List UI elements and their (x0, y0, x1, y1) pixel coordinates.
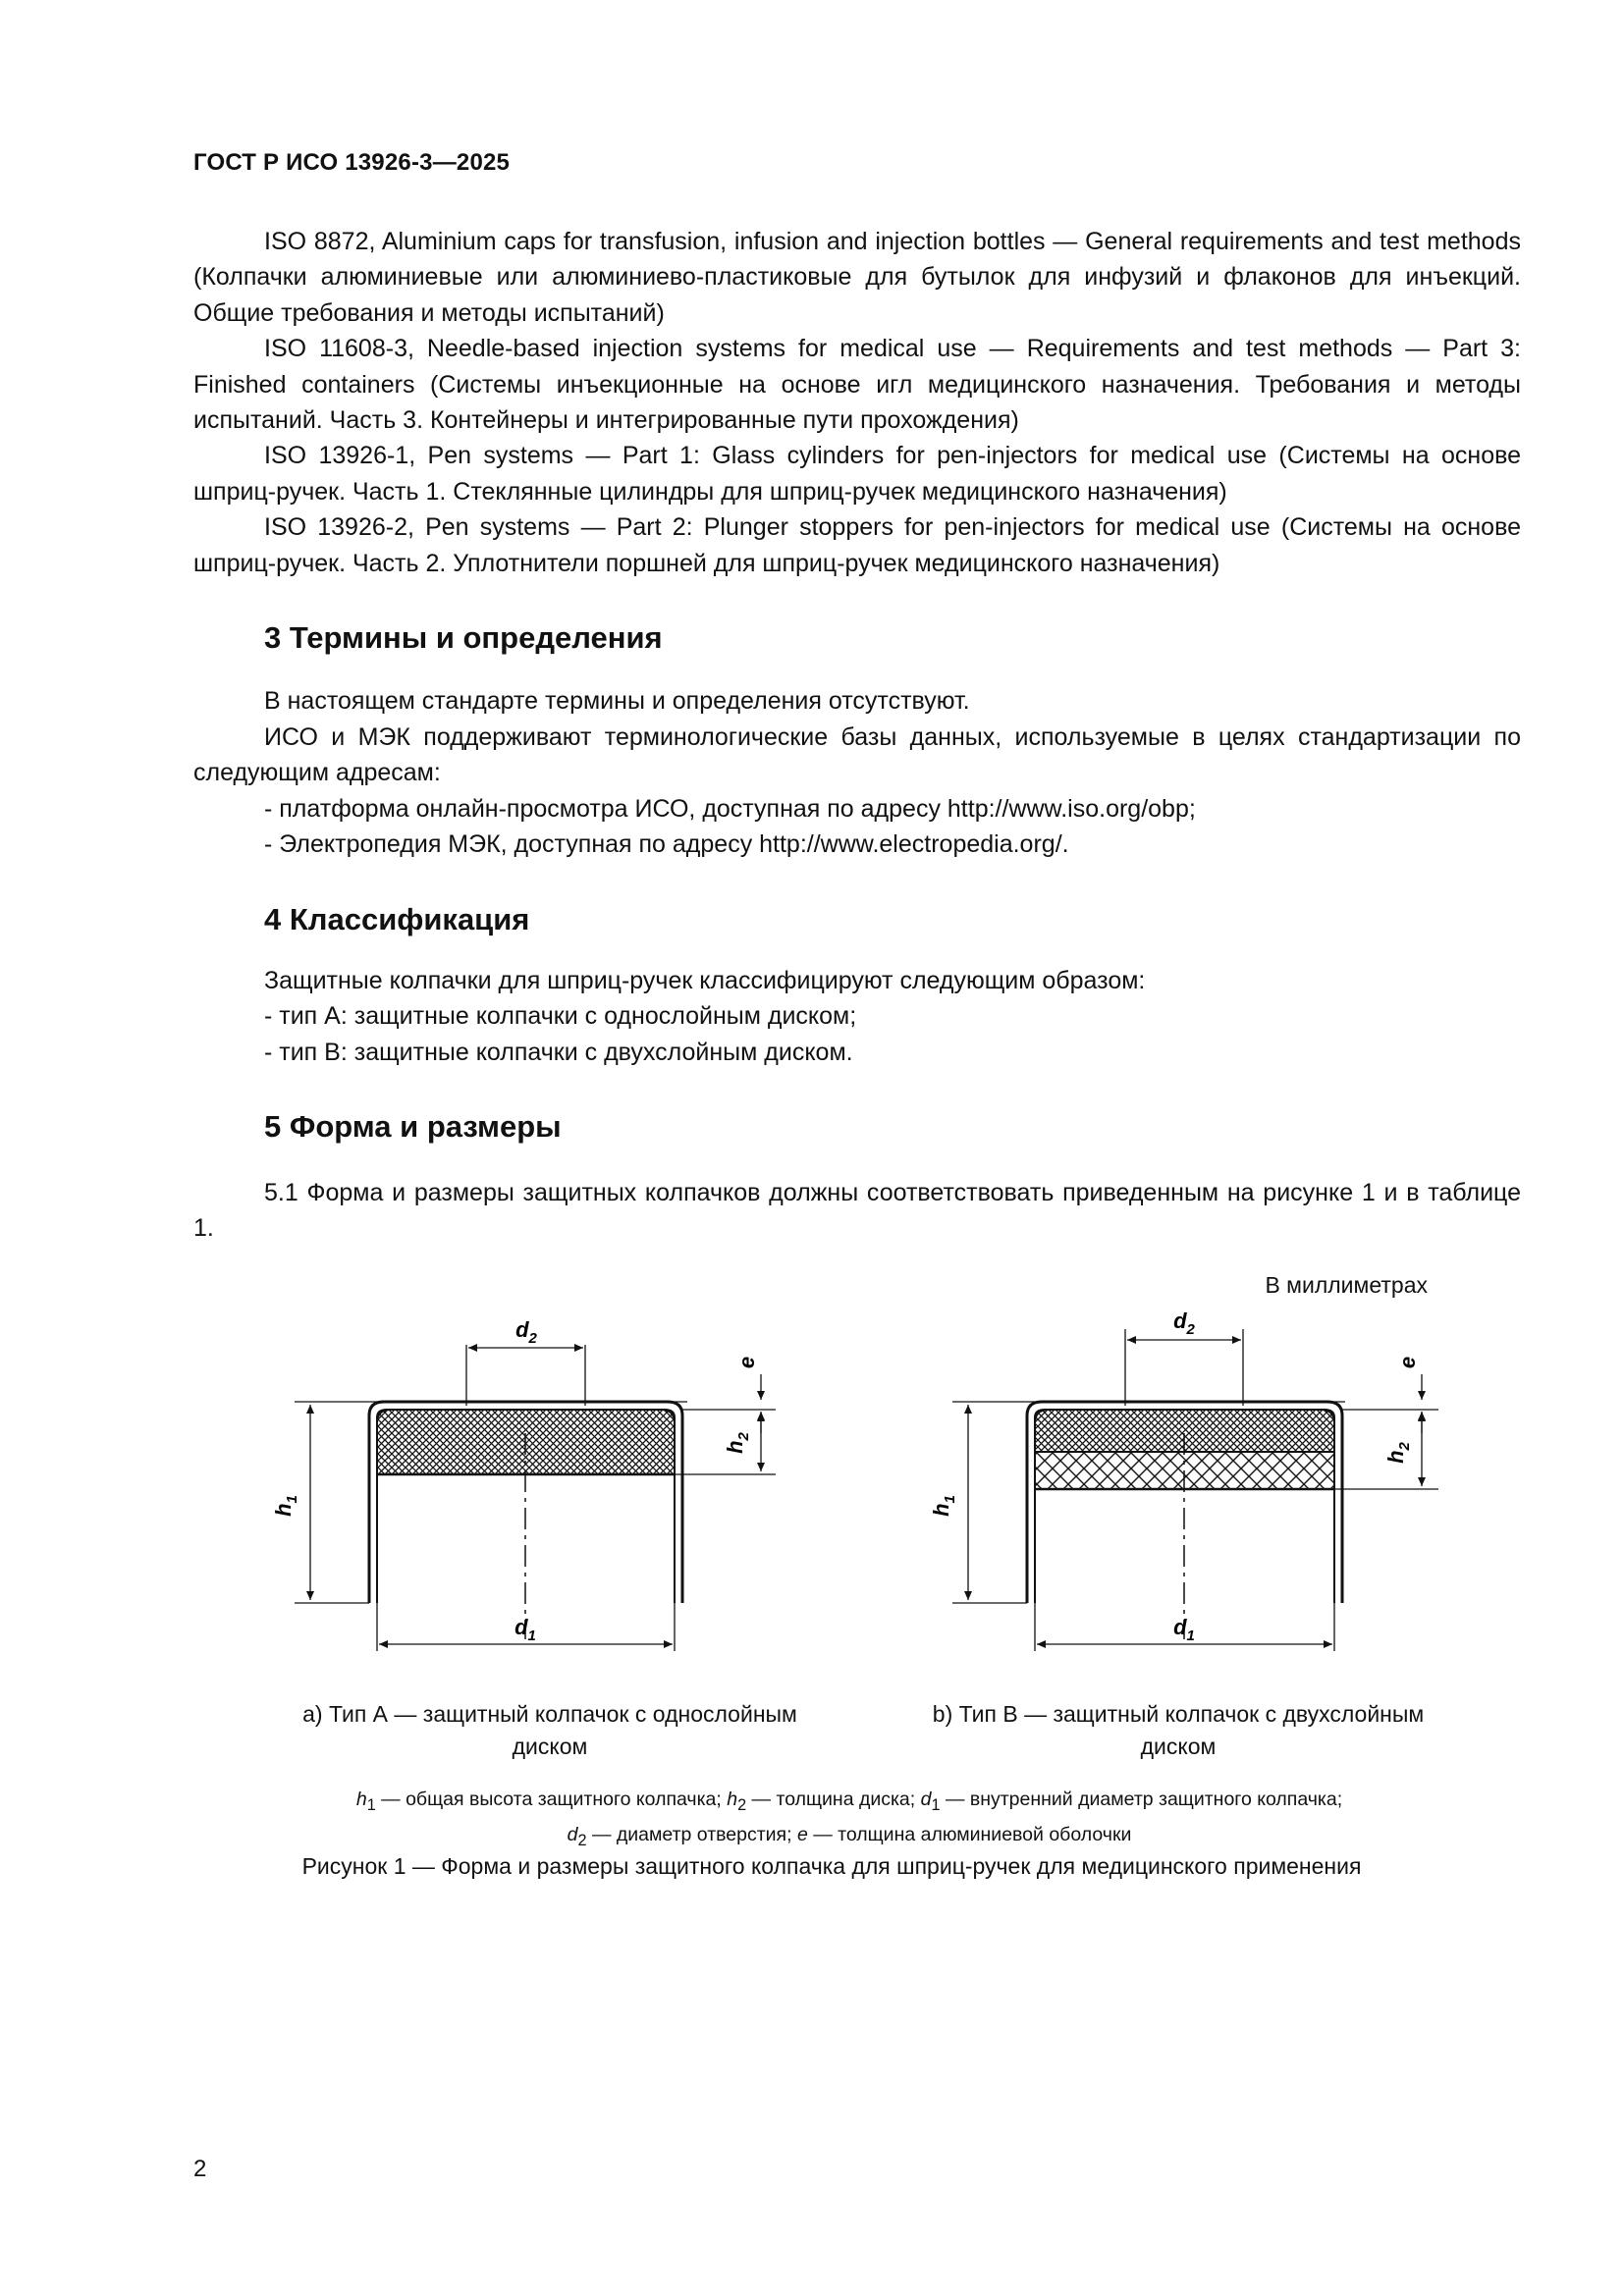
cap-b-d1-label: $d_1$ (1173, 1615, 1195, 1644)
section-3-title: 3 Термины и определения (264, 620, 663, 656)
legend-d1-sub: 1 (931, 1795, 941, 1814)
legend-d1-symbol: d (920, 1789, 932, 1810)
reference-iso-8872: ISO 8872, Aluminium caps for transfusion, infusion and injection bottles — General requirements and test methods (Колпачки алюминиевые или алюминиево-пластиковые для бутылок для инфузий и флаконов для инъекций. Общие требования и методы испытаний) (193, 228, 1521, 327)
cap-b-d2-label: $d_2$ (1173, 1308, 1195, 1338)
cap-a-d1-label: $d_1$ (514, 1615, 536, 1644)
cap-a-e-label: e (734, 1356, 759, 1369)
section-3-paragraph-2: ИСО и МЭК поддерживают терминологические базы данных, используемые в целях стандартизации по следующим адресам: (193, 722, 1521, 787)
legend-h2-symbol: h (727, 1789, 738, 1810)
reference-iso-13926-1: ISO 13926-1, Pen systems — Part 1: Glass cylinders for pen-injectors for medical use (Системы на основе шприц-ручек. Часть 1. Стеклянные цилиндры для шприц-ручек медицинского назначения) (193, 442, 1521, 506)
legend-h1-symbol: h (355, 1789, 367, 1810)
figure-caption-b: b) Тип В — защитный колпачок с двухслойным диском (932, 1701, 1425, 1759)
legend-h1-sub: 1 (366, 1795, 376, 1814)
document-body (193, 224, 1521, 1246)
legend-h2-text: — толщина диска; (746, 1789, 921, 1810)
cap-a-d2-label: $d_2$ (515, 1317, 537, 1347)
section-4-list-item-1: - тип А: защитные колпачки с однослойным диском; (264, 1002, 857, 1031)
cap-a-h2-label: $h_2$ (723, 1432, 752, 1454)
legend-d2-symbol: d (567, 1823, 578, 1845)
cap-type-a (271, 1317, 776, 1651)
legend-d1-text: — внутренний диаметр защитного колпачка; (940, 1789, 1343, 1810)
section-5-title: 5 Форма и размеры (264, 1109, 562, 1145)
figure-legend (245, 1785, 1453, 1855)
section-4-title: 4 Классификация (264, 901, 530, 936)
section-4-paragraph-1: Защитные колпачки для шприц-ручек классифицируют следующим образом: (264, 966, 1146, 994)
document-header: ГОСТ Р ИСО 13926-3—2025 (193, 149, 511, 176)
cap-b-h1-label: $h_1$ (929, 1495, 958, 1517)
figure-1-drawing (0, 1296, 1624, 1708)
cap-b-e-label: e (1395, 1356, 1420, 1369)
legend-e-symbol: e (796, 1823, 808, 1845)
legend-h1-text: — общая высота защитного колпачка; (375, 1789, 728, 1810)
page-number: 2 (193, 2156, 207, 2182)
cap-type-b (929, 1308, 1438, 1651)
reference-iso-11608-3: ISO 11608-3, Needle-based injection systems for medical use — Requirements and test methods — Part 3: Finished containers (Системы инъекционные на основе игл медицинского назначения. Требования и методы испытаний. Часть 3. Контейнеры и интегрированные пути прохождения) (193, 335, 1521, 435)
section-4-list-item-2: - тип В: защитные колпачки с двухслойным диском. (264, 1038, 853, 1066)
section-3-list-item-2: - Электропедия МЭК, доступная по адресу http://www.electropedia.org/. (264, 830, 1069, 859)
cap-a-h1-label: $h_1$ (271, 1495, 300, 1517)
legend-d2-sub: 2 (577, 1831, 587, 1849)
figure-title: Рисунок 1 — Форма и размеры защитного колпачка для шприц-ручек для медицинского применения (301, 1853, 1362, 1879)
units-note: В миллиметрах (1265, 1272, 1428, 1298)
section-5-paragraph-1: 5.1 Форма и размеры защитных колпачков должны соответствовать приведенным на рисунке 1 и в таблице 1. (193, 1178, 1521, 1242)
reference-iso-13926-2: ISO 13926-2, Pen systems — Part 2: Plunger stoppers for pen-injectors for medical use (Системы на основе шприц-ручек. Часть 2. Уплотнители поршней для шприц-ручек медицинского назначения) (193, 513, 1521, 577)
section-3-list-item-1: - платформа онлайн-просмотра ИСО, доступная по адресу http://www.iso.org/obp; (264, 794, 1196, 823)
legend-d2-text: — диаметр отверстия; (586, 1823, 797, 1845)
legend-e-text: — толщина алюминиевой оболочки (807, 1823, 1132, 1845)
section-3-paragraph-1: В настоящем стандарте термины и определения отсутствуют. (264, 687, 970, 716)
cap-b-h2-label: $h_2$ (1383, 1442, 1413, 1464)
figure-caption-a: a) Тип А — защитный колпачок с однослойным диском (302, 1701, 797, 1759)
legend-h2-sub: 2 (737, 1795, 747, 1814)
